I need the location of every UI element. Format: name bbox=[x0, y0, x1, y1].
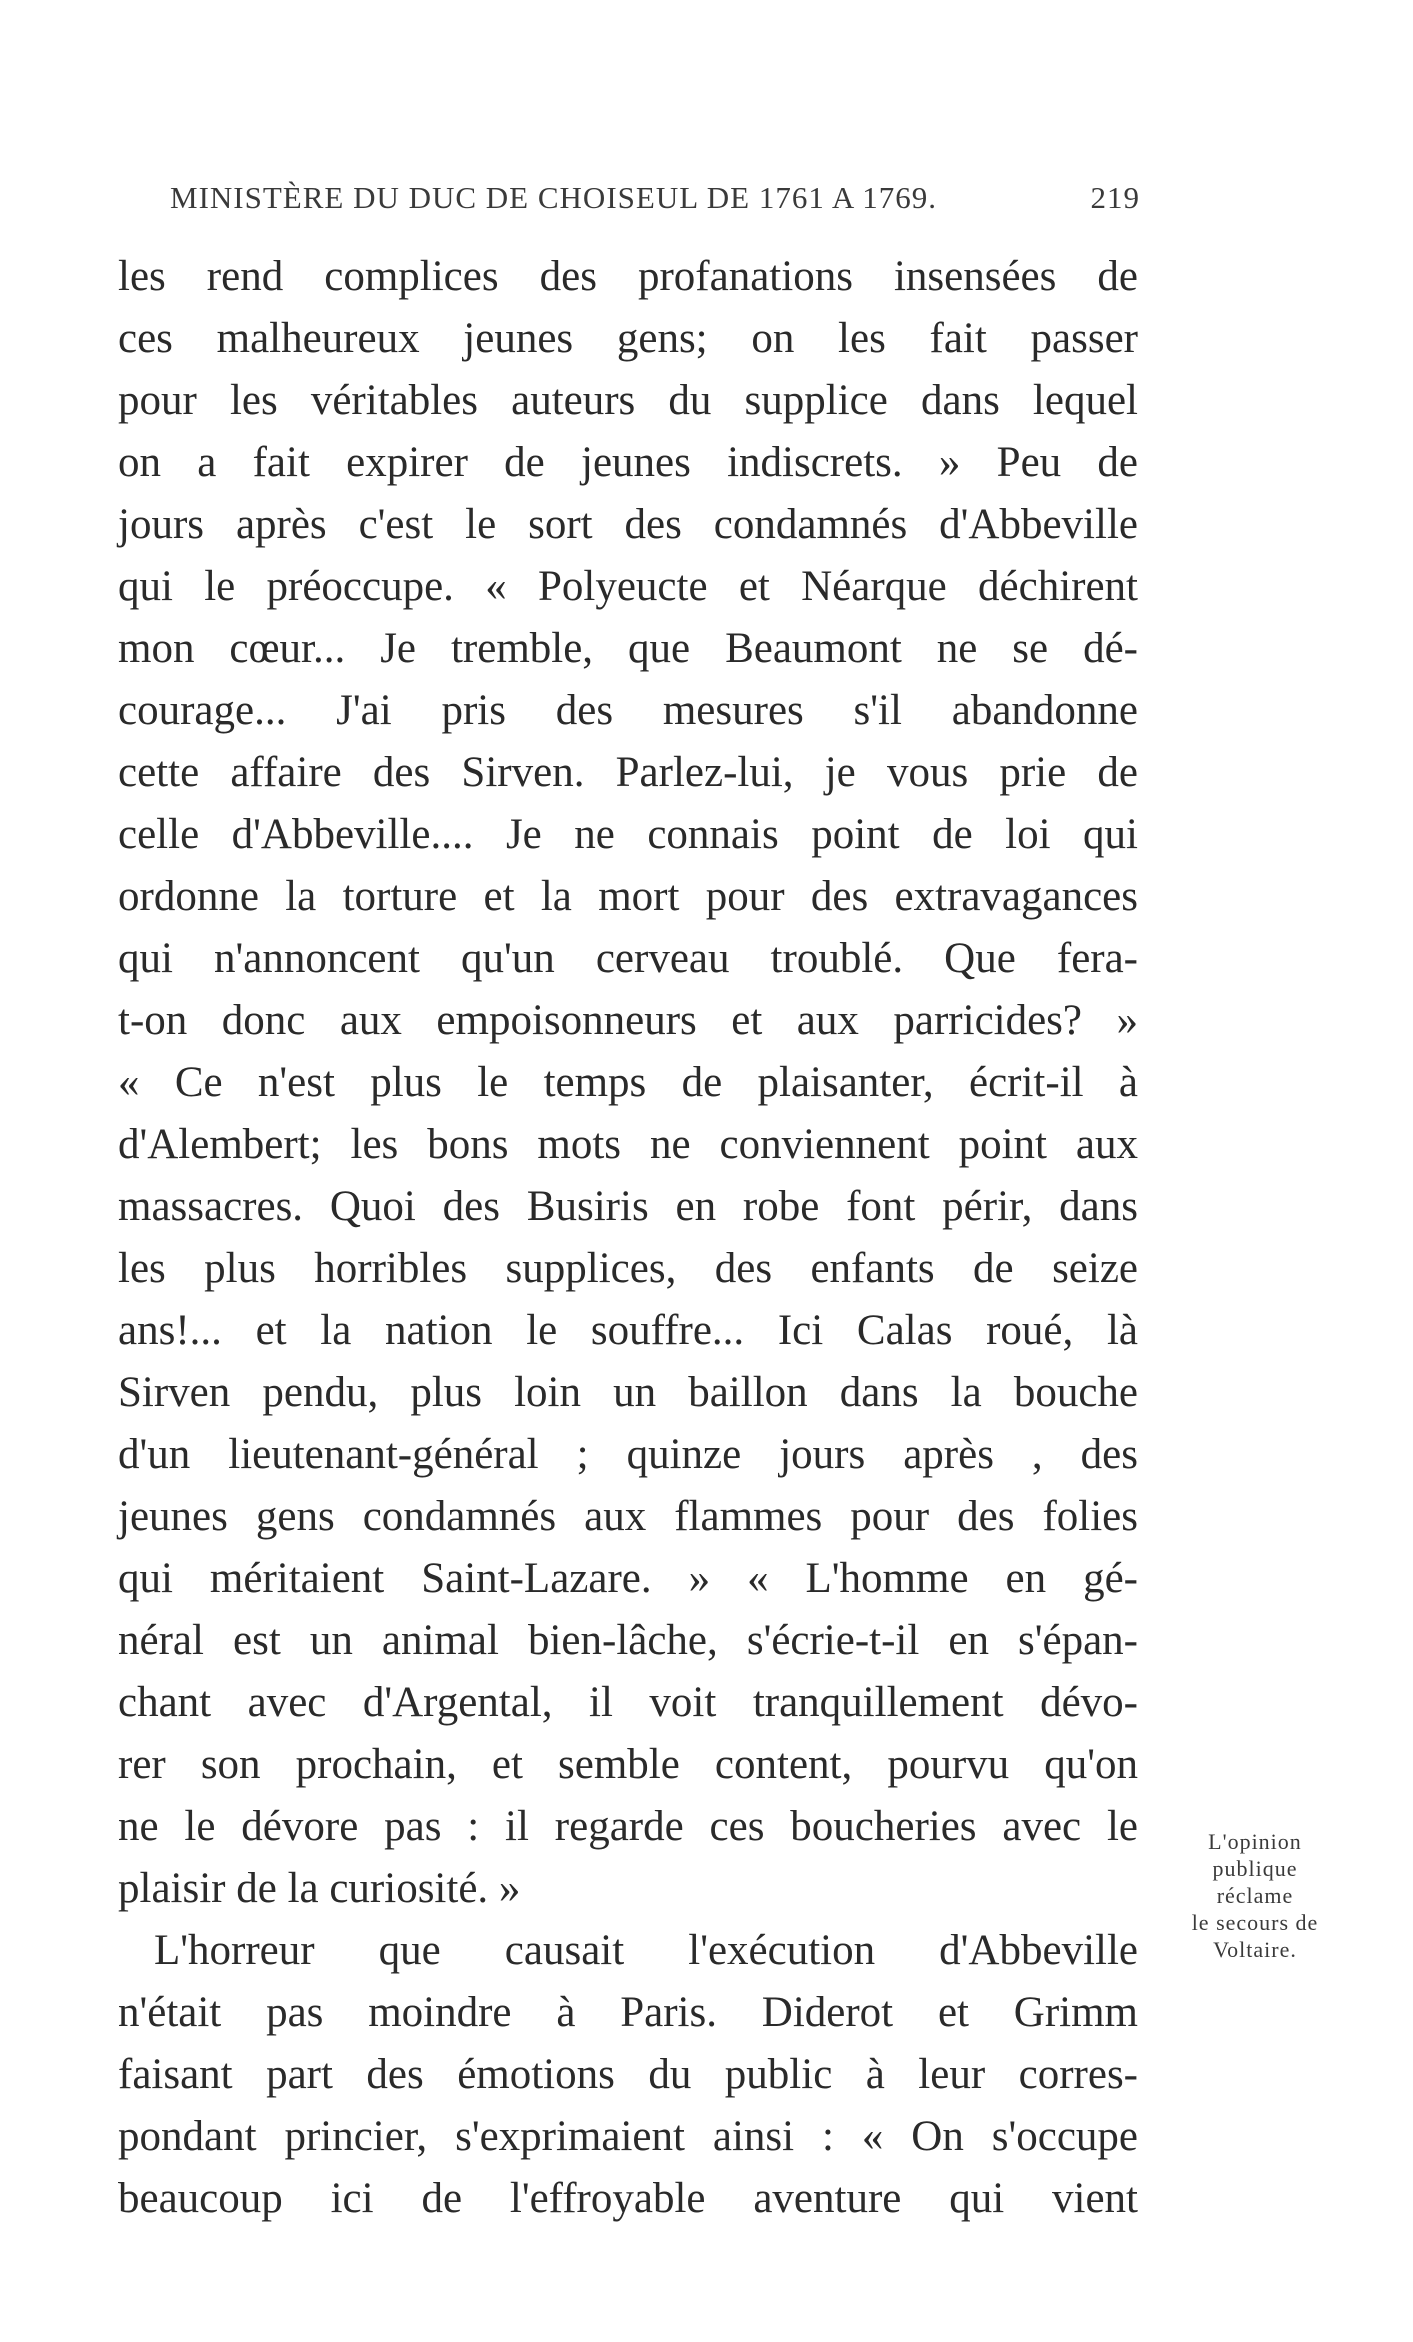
margin-note-line: réclame bbox=[1216, 1883, 1294, 1908]
text-line: n'était pas moindre à Paris. Diderot et Grimm bbox=[118, 1989, 1138, 2036]
text-line: chant avec d'Argental, il voit tranquillement dévo- bbox=[118, 1679, 1138, 1726]
text-line: d'Alembert; les bons mots ne conviennent point aux bbox=[118, 1121, 1138, 1168]
text-line: les plus horribles supplices, des enfants de seize bbox=[118, 1245, 1138, 1292]
running-head-title: MINISTÈRE DU DUC DE CHOISEUL DE 1761 A 1769. bbox=[170, 180, 938, 215]
text-line: plaisir de la curiosité. » bbox=[118, 1865, 521, 1912]
text-line: les rend complices des profanations insensées de bbox=[118, 253, 1138, 300]
margin-note-line: L'opinion bbox=[1208, 1829, 1302, 1854]
text-line: rer son prochain, et semble content, pourvu qu'on bbox=[118, 1741, 1138, 1788]
text-line: jeunes gens condamnés aux flammes pour des folies bbox=[118, 1493, 1138, 1540]
text-line: ordonne la torture et la mort pour des extravagances bbox=[118, 873, 1138, 920]
margin-note-line: Voltaire. bbox=[1213, 1937, 1297, 1962]
text-line: ces malheureux jeunes gens; on les fait passer bbox=[118, 315, 1138, 362]
text-line: mon cœur... Je tremble, que Beaumont ne se dé- bbox=[118, 625, 1138, 672]
text-line: faisant part des émotions du public à leur corres- bbox=[118, 2051, 1138, 2098]
text-line: jours après c'est le sort des condamnés d'Abbeville bbox=[118, 501, 1138, 548]
text-line: L'horreur que causait l'exécution d'Abbeville bbox=[154, 1927, 1138, 1974]
text-line: qui n'annoncent qu'un cerveau troublé. Que fera- bbox=[118, 935, 1138, 982]
text-line: t-on donc aux empoisonneurs et aux parricides? » bbox=[118, 997, 1138, 1044]
text-line: néral est un animal bien-lâche, s'écrie-t-il en s'épan- bbox=[118, 1617, 1138, 1664]
text-line: on a fait expirer de jeunes indiscrets. » Peu de bbox=[118, 439, 1138, 486]
text-line: ans!... et la nation le souffre... Ici Calas roué, là bbox=[118, 1307, 1138, 1354]
margin-note bbox=[1160, 1828, 1350, 1963]
text-line: qui méritaient Saint-Lazare. » « L'homme en gé- bbox=[118, 1555, 1138, 1602]
page-number: 219 bbox=[1090, 180, 1140, 215]
text-line: cette affaire des Sirven. Parlez-lui, je vous prie de bbox=[118, 749, 1138, 796]
text-line: pour les véritables auteurs du supplice dans lequel bbox=[118, 377, 1138, 424]
text-line: d'un lieutenant-général ; quinze jours après , des bbox=[118, 1431, 1138, 1478]
text-line: courage... J'ai pris des mesures s'il abandonne bbox=[118, 687, 1138, 734]
margin-note-line: publique bbox=[1212, 1856, 1298, 1881]
running-head bbox=[170, 180, 1140, 228]
text-line: massacres. Quoi des Busiris en robe font périr, dans bbox=[118, 1183, 1138, 1230]
text-line: Sirven pendu, plus loin un baillon dans la bouche bbox=[118, 1369, 1138, 1416]
text-line: celle d'Abbeville.... Je ne connais point de loi qui bbox=[118, 811, 1138, 858]
margin-note-line: le secours de bbox=[1191, 1910, 1319, 1935]
body-text bbox=[118, 246, 1138, 2230]
text-line: beaucoup ici de l'effroyable aventure qui vient bbox=[118, 2175, 1138, 2222]
text-line: « Ce n'est plus le temps de plaisanter, écrit-il à bbox=[118, 1059, 1138, 1106]
text-line: ne le dévore pas : il regarde ces boucheries avec le bbox=[118, 1803, 1138, 1850]
text-line: pondant princier, s'exprimaient ainsi : « On s'occupe bbox=[118, 2113, 1138, 2160]
text-line: qui le préoccupe. « Polyeucte et Néarque déchirent bbox=[118, 563, 1138, 610]
